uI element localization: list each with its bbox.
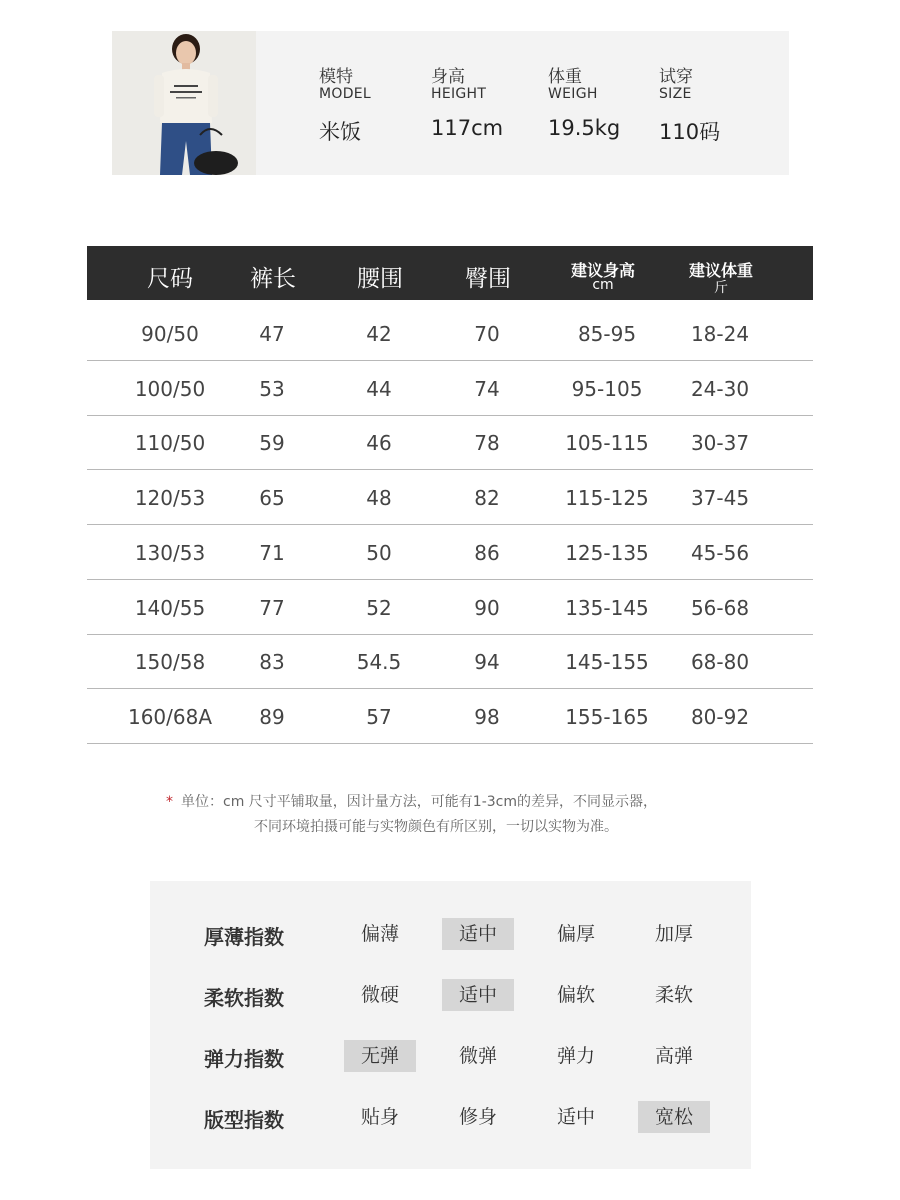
table-row [87, 525, 813, 580]
header-suggested-height [545, 246, 661, 300]
table-row [87, 580, 813, 635]
header-label: 臀围 [465, 266, 511, 292]
cell-length: 77 [259, 596, 285, 620]
cell-suggested-height: 135-145 [565, 596, 649, 620]
index-option: 偏软 [556, 984, 595, 1006]
cell-suggested-height: 115-125 [565, 486, 649, 510]
cell-hip: 78 [474, 431, 500, 455]
cell-waist: 48 [366, 486, 392, 510]
cell-suggested-height: 85-95 [577, 322, 637, 346]
cell-suggested-height: 145-155 [565, 650, 649, 674]
index-option-selected: 适中 [442, 979, 514, 1011]
cell-length: 89 [259, 705, 285, 729]
cell-waist: 44 [366, 377, 392, 401]
cell-suggested-height: 155-165 [565, 705, 649, 729]
cell-suggested-height: 125-135 [565, 541, 649, 565]
index-option: 微硬 [360, 984, 399, 1006]
index-option: 加厚 [654, 923, 693, 945]
index-option: 高弹 [654, 1045, 693, 1067]
cell-size: 130/53 [134, 541, 206, 565]
label-cn: 模特 [319, 67, 353, 87]
model-info-card [112, 31, 789, 175]
cell-length: 59 [259, 431, 285, 455]
note-text-2: 不同环境拍摄可能与实物颜色有所区别，一切以实物为准。 [254, 819, 618, 835]
cell-size: 100/50 [134, 377, 206, 401]
cell-suggested-weight: 24-30 [690, 377, 750, 401]
index-option: 弹力 [556, 1045, 595, 1067]
cell-waist: 46 [366, 431, 392, 455]
cell-length: 83 [259, 650, 285, 674]
cell-hip: 82 [474, 486, 500, 510]
cell-hip: 98 [474, 705, 500, 729]
table-row [87, 415, 813, 470]
size-table-header [87, 246, 813, 300]
cell-hip: 86 [474, 541, 500, 565]
table-row [87, 361, 813, 416]
header-label: 建议体重 [688, 261, 753, 280]
index-label: 厚薄指数 [204, 925, 284, 949]
cell-suggested-height: 95-105 [571, 377, 643, 401]
label-en: MODEL [319, 86, 372, 102]
index-label: 弹力指数 [204, 1047, 284, 1071]
cell-suggested-weight: 56-68 [690, 596, 750, 620]
header-size [120, 246, 220, 300]
cell-waist: 42 [366, 322, 392, 346]
index-label: 柔软指数 [204, 986, 284, 1010]
cell-suggested-weight: 80-92 [690, 705, 750, 729]
header-waist [330, 246, 430, 300]
cell-length: 71 [259, 541, 285, 565]
note-line-2 [254, 816, 900, 836]
index-option-selected: 无弹 [344, 1040, 416, 1072]
index-option: 贴身 [360, 1106, 399, 1128]
cell-size: 160/68A [127, 705, 213, 729]
cell-size: 150/58 [134, 650, 206, 674]
cell-suggested-height: 105-115 [565, 431, 649, 455]
cell-waist: 50 [366, 541, 392, 565]
model-photo [112, 31, 256, 175]
cell-size: 90/50 [141, 322, 199, 346]
cell-size: 120/53 [134, 486, 206, 510]
label-en: HEIGHT [431, 86, 487, 102]
header-label: 尺码 [147, 266, 193, 292]
index-option-selected: 适中 [442, 918, 514, 950]
cell-size: 110/50 [134, 431, 206, 455]
header-unit: cm [592, 277, 614, 293]
cell-waist: 52 [366, 596, 392, 620]
index-option: 适中 [556, 1106, 595, 1128]
cell-length: 53 [259, 377, 285, 401]
header-label: 裤长 [250, 266, 296, 292]
model-height-value: 117cm [431, 116, 504, 140]
cell-length: 65 [259, 486, 285, 510]
cell-suggested-weight: 37-45 [690, 486, 750, 510]
model-weight-value: 19.5kg [548, 116, 621, 140]
index-option: 柔软 [654, 984, 693, 1006]
header-label: 腰围 [357, 266, 403, 292]
index-option: 修身 [458, 1106, 497, 1128]
header-unit: 斤 [714, 280, 728, 296]
cell-hip: 90 [474, 596, 500, 620]
cell-suggested-weight: 68-80 [690, 650, 750, 674]
label-cn: 身高 [431, 67, 465, 87]
table-row [87, 306, 813, 361]
label-cn: 体重 [548, 67, 582, 87]
label-en: SIZE [659, 86, 692, 102]
header-suggested-weight [663, 246, 779, 300]
cell-waist: 54.5 [356, 650, 402, 674]
cell-suggested-weight: 45-56 [690, 541, 750, 565]
cell-suggested-weight: 30-37 [690, 431, 750, 455]
cell-size: 140/55 [134, 596, 206, 620]
fabric-index-panel [150, 881, 751, 1169]
label-cn: 试穿 [659, 67, 693, 87]
table-row [87, 689, 813, 744]
cell-waist: 57 [366, 705, 392, 729]
table-row [87, 634, 813, 689]
note-star: * [166, 794, 173, 810]
cell-length: 47 [259, 322, 285, 346]
model-name-value: 米饭 [319, 120, 361, 144]
cell-suggested-weight: 18-24 [690, 322, 750, 346]
index-option: 偏厚 [556, 923, 595, 945]
note-text-1: 单位：cm 尺寸平铺取量，因计量方法，可能有1-3cm的差异，不同显示器， [181, 794, 657, 810]
header-hip [438, 246, 538, 300]
index-label: 版型指数 [204, 1108, 284, 1132]
index-option-selected: 宽松 [638, 1101, 710, 1133]
index-option: 偏薄 [360, 923, 399, 945]
index-option: 微弹 [458, 1045, 497, 1067]
model-size-value: 110码 [659, 120, 721, 144]
table-row [87, 470, 813, 525]
cell-hip: 94 [474, 650, 500, 674]
header-label: 建议身高 [570, 261, 635, 280]
cell-hip: 74 [474, 377, 500, 401]
cell-hip: 70 [474, 322, 500, 346]
header-length [223, 246, 323, 300]
note-line-1 [166, 791, 900, 811]
label-en: WEIGH [548, 86, 598, 102]
